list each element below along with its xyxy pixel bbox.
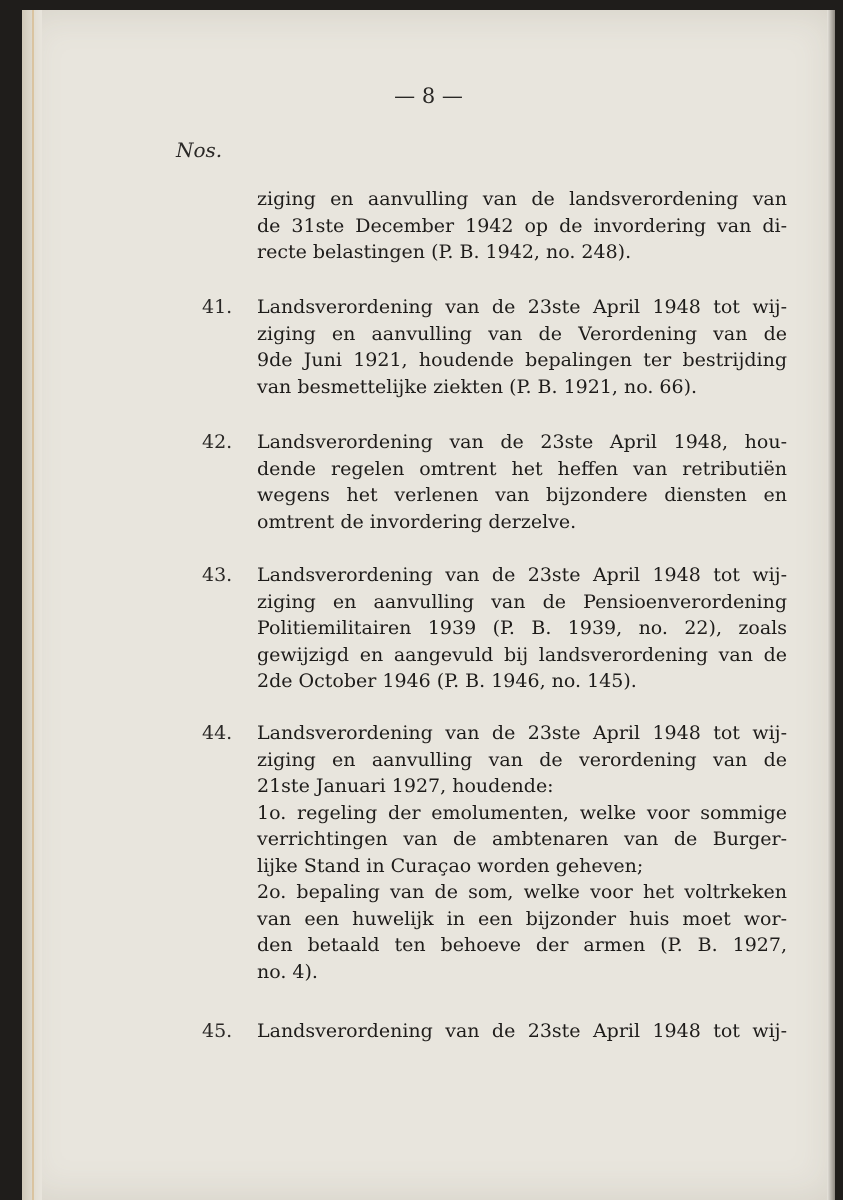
entry-line: ziging en aanvulling van de Verordening van de (257, 322, 787, 345)
entry-line: Landsverordening van de 23ste April 1948 tot wij- (257, 722, 787, 744)
entry-line: Landsverordening van de 23ste April 1948 tot wij- (257, 564, 787, 586)
entry-line: den betaald ten behoeve der armen (P. B. 1927, (257, 934, 787, 956)
entry-line: gewijzigd en aangevuld bij landsverordening van de (257, 643, 787, 666)
entry-continuation (257, 186, 787, 266)
entry-number-43: 43. (202, 564, 233, 586)
entry-line: de 31ste December 1942 op de invordering van di- (257, 214, 787, 237)
entry-line: Politiemilitairen 1939 (P. B. 1939, no. 22), zoals (257, 617, 787, 639)
entry-41 (257, 294, 787, 400)
entry-line: recte belastingen (P. B. 1942, no. 248). (257, 241, 632, 263)
entry-line: ziging en aanvulling van de landsverordening van (257, 188, 787, 210)
entry-line: Landsverordening van de 23ste April 1948 tot wij- (257, 1020, 787, 1042)
entry-44 (257, 720, 787, 985)
entry-number-42: 42. (202, 431, 233, 453)
entry-number-45: 45. (202, 1020, 233, 1042)
entry-line: 2o. bepaling van de som, welke voor het voltrkeken (257, 881, 787, 903)
page-right-edge (827, 10, 835, 1200)
entry-45 (257, 1018, 787, 1045)
document-page (22, 10, 835, 1200)
entry-line: 1o. regeling der emolumenten, welke voor sommige (257, 801, 787, 824)
entry-line: ziging en aanvulling van de Pensioenverordening (257, 590, 787, 613)
column-header-nos: Nos. (176, 138, 223, 162)
entry-line: 9de Juni 1921, houdende bepalingen ter bestrijding (257, 349, 787, 371)
entry-line: Landsverordening van de 23ste April 1948 tot wij- (257, 296, 787, 318)
entry-line: wegens het verlenen van bijzondere diensten en (257, 484, 787, 506)
entry-line: verrichtingen van de ambtenaren van de Burger- (257, 828, 787, 850)
page-number: — 8 — (394, 84, 463, 108)
entry-line: ziging en aanvulling van de verordening van de (257, 748, 787, 771)
entry-number-41: 41. (202, 296, 233, 318)
entry-line: 21ste Januari 1927, houdende: (257, 775, 554, 797)
entry-line: omtrent de invordering derzelve. (257, 510, 577, 533)
entry-line: 2de October 1946 (P. B. 1946, no. 145). (257, 670, 637, 692)
entry-line: van besmettelijke ziekten (P. B. 1921, no. 66). (257, 375, 698, 398)
entry-number-44: 44. (202, 722, 233, 744)
entry-line: Landsverordening van de 23ste April 1948, hou- (257, 431, 787, 453)
entry-line: no. 4). (257, 960, 318, 983)
entry-43 (257, 562, 787, 695)
page-edge-line (32, 10, 34, 1200)
entry-line: dende regelen omtrent het heffen van retributiën (257, 457, 787, 480)
entry-line: van een huwelijk in een bijzonder huis moet wor- (257, 907, 787, 930)
entry-line: lijke Stand in Curaçao worden geheven; (257, 854, 644, 877)
entry-42 (257, 429, 787, 535)
